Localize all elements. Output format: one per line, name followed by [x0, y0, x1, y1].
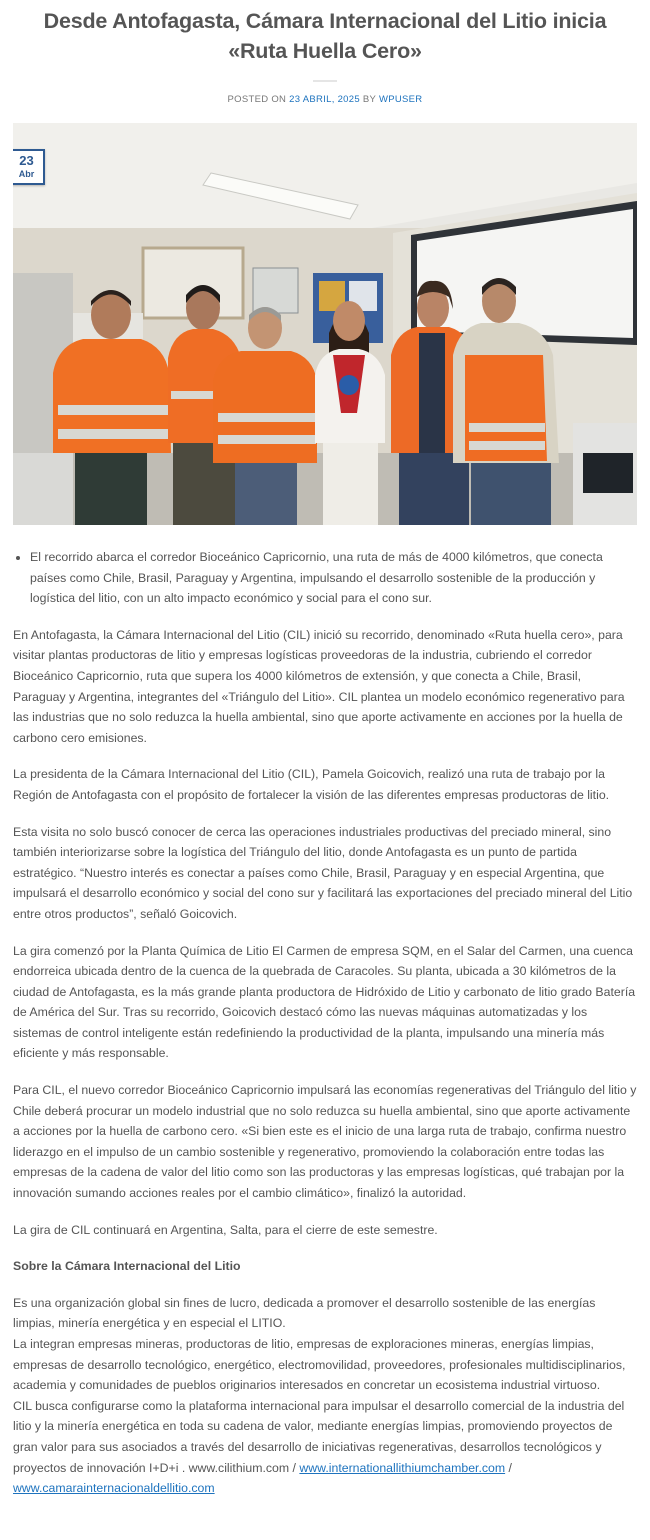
about-line-2: La integran empresas mineras, productoras de litio, empresas de exploraciones mineras, energías limpias, empresas de desarrollo tecnológico, energético, electromovilidad, proveedores, profesionales multidisciplinarios, academia y comunidades de pueblos originarios interesados en concretar un ecosistema industrial virtuoso.: [13, 1337, 626, 1393]
summary-list: [13, 547, 637, 609]
paragraph-2: La presidenta de la Cámara Internacional del Litio (CIL), Pamela Goicovich, realizó una ruta de trabajo por la Región de Antofagasta con el propósito de fortalecer la visión de las diferentes empresas productoras de litio.: [13, 767, 610, 802]
badge-month: Abr: [18, 169, 35, 179]
post-meta: [13, 94, 637, 105]
post-date-link[interactable]: 23 ABRIL, 2025: [289, 94, 360, 105]
link-international-lithium-chamber[interactable]: www.internationallithiumchamber.com: [299, 1460, 506, 1475]
paragraph-3: Esta visita no solo buscó conocer de cerca las operaciones industriales productivas del preciado mineral, sino también interiorizarse sobre la logística del Triángulo del litio, donde Antofagasta es un punto de partida estratégico. “Nuestro interés es conectar a países como Chile, Brasil, Paraguay y en especial Argentina, que impulsará el desarrollo económico y social del cono sur y facilitará las exportaciones del preciado mineral del Litio entre otros productos”, señaló Goicovich.: [13, 824, 633, 921]
featured-image: [13, 123, 637, 525]
link-camara-internacional[interactable]: www.camarainternacionaldellitio.com: [13, 1481, 215, 1496]
author-link[interactable]: WPUSER: [378, 94, 423, 105]
paragraph-6: La gira de CIL continuará en Argentina, Salta, para el cierre de este semestre.: [13, 1222, 438, 1237]
paragraph-5: Para CIL, el nuevo corredor Bioceánico Capricornio impulsará las economías regenerativas del Triángulo del litio y Chile deberá procurar un modelo industrial que no solo reduzca su huella ambiental, sino que aporte activamente a acciones por la huella de carbono cero. «Si bien este es el inicio de una larga ruta de trabajo, confirma nuestro liderazgo en el impulso de un cambio sostenible y regenerativo, promoviendo la colaboración entre todas las empresas de la cadena de valor del litio como son las productoras y las empresas logísticas, qué trabajan por la innovación sumando acciones reales por el cambio climático», finalizó la autoridad.: [13, 1083, 637, 1201]
paragraph-4: La gira comenzó por la Planta Química de Litio El Carmen de empresa SQM, en el Salar del Carmen, una cuenca endorreica ubicada dentro de la cuenca de la quebrada de Caracoles. Su planta, ubicada a 30 kilómetros de la ciudad de Antofagasta, es la más grande planta productora de Hidróxido de Litio y carbonato de litio grado Batería de América del Sur. Tras su recorrido, Goicovich destacó cómo las nuevas máquinas automatizadas y los sistemas de control inteligente están redefiniendo la productividad de la planta, impulsando una minería más eficiente y más responsable.: [13, 943, 636, 1061]
post-title: Desde Antofagasta, Cámara Internacional del Litio inicia «Ruta Huella Cero»: [43, 9, 607, 63]
group-photo: [13, 123, 637, 525]
about-heading: Sobre la Cámara Internacional del Litio: [13, 1259, 241, 1274]
post-content: [13, 547, 637, 1499]
meta-posted-on: POSTED ON: [227, 94, 287, 105]
meta-by: BY: [362, 94, 376, 105]
about-line-3-text: CIL busca configurarse como la plataforma internacional para impulsar el desarrollo comercial de la industria del litio y la minería energética en toda su cadena de valor, mediante energías limpias, promoviendo proyectos de gran valor para sus asociados a través del desarrollo de iniciativas regenerativas, desarrollos tecnológicos y proyectos de innovación I+D+i . www.cilithium.com /: [13, 1398, 625, 1475]
title-divider: [313, 80, 337, 82]
about-line-1: Es una organización global sin fines de lucro, dedicada a promover el desarrollo sostenible de las energías limpias, minería energética y en especial el LITIO.: [13, 1295, 596, 1331]
paragraph-1: En Antofagasta, la Cámara Internacional del Litio (CIL) inició su recorrido, denominado «Ruta huella cero», para visitar plantas productoras de litio y empresas logísticas proveedoras de la industria, cubriendo el corredor Bioceánico Capricornio, ruta que supera los 4000 kilómetros de extensión, y que conecta a Chile, Brasil, Paraguay y Argentina, integrantes del «Triángulo del Litio». CIL plantea un modelo económico regenerativo para las industrias que no solo reduzca la huella ambiental, sino que aporte activamente en acciones por la huella de carbono cero emisiones.: [13, 627, 625, 745]
summary-bullet: • El recorrido abarca el corredor Bioceánico Capricornio, una ruta de más de 4000 kilómetros, que conecta países como Chile, Brasil, Paraguay y Argentina, impulsando el desarrollo sostenible de la producción y logística del litio, con un alto impacto económico y social para el cono sur.: [30, 547, 637, 609]
badge-day: 23: [19, 153, 34, 168]
about-section: [13, 1293, 637, 1499]
date-badge: [13, 149, 45, 185]
about-line-3: [13, 1396, 637, 1499]
link-separator: /: [505, 1460, 512, 1475]
